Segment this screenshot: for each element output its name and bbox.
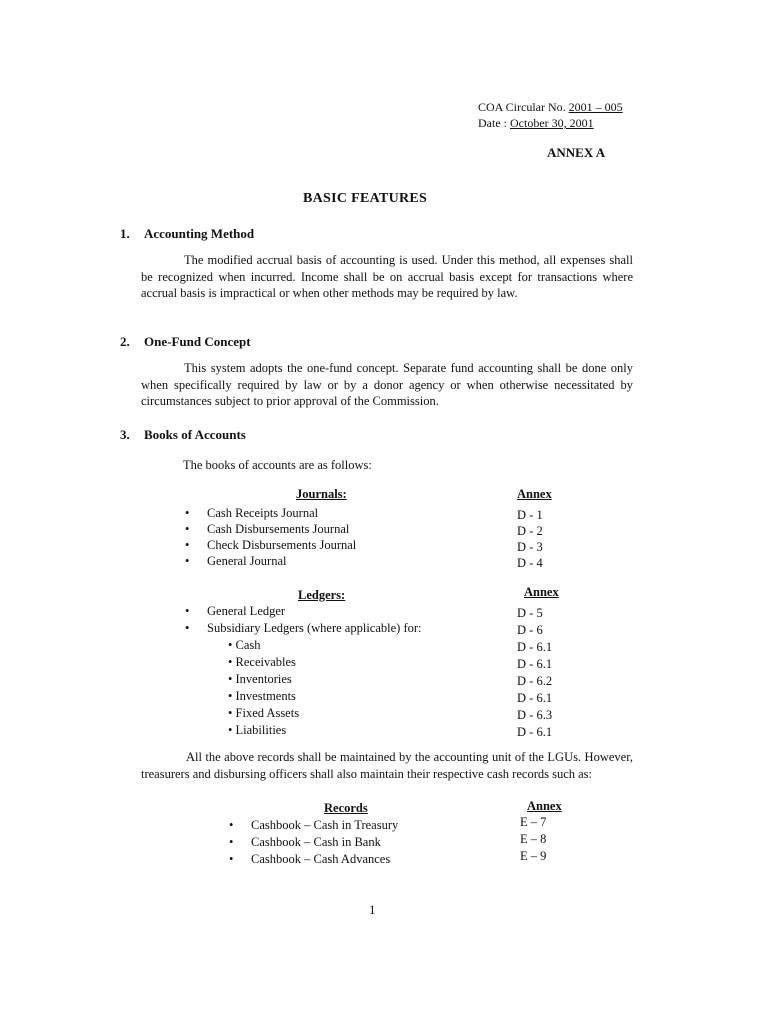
bullet: • <box>185 538 190 552</box>
ledgers-header: Ledgers: <box>298 588 346 602</box>
subledger-annex: D - 6.3 <box>517 708 553 722</box>
bullet: • <box>185 621 190 635</box>
ledger-label: General Ledger <box>207 604 286 618</box>
bullet: • <box>229 835 234 849</box>
subledger-label: Receivables <box>235 655 296 669</box>
circular-date: October 30, 2001 <box>510 116 594 130</box>
bullet: • <box>229 818 234 832</box>
annex-title: ANNEX A <box>547 145 606 160</box>
ledgers-annex-header: Annex <box>524 585 559 599</box>
bullet: • <box>228 672 236 686</box>
record-annex: E – 7 <box>520 815 547 829</box>
record-annex: E – 8 <box>520 832 547 846</box>
bullet: • <box>228 706 236 720</box>
subledger-annex: D - 6.1 <box>517 657 553 671</box>
circular-header <box>478 99 623 131</box>
bullet: • <box>185 506 190 520</box>
section-body-one-fund-concept <box>141 360 633 410</box>
journal-annex: D - 3 <box>517 540 543 554</box>
bullet: • <box>185 604 190 618</box>
section-body-accounting-method <box>141 252 633 302</box>
journal-label: General Journal <box>207 554 287 568</box>
books-intro: The books of accounts are as follows: <box>183 458 372 472</box>
bullet: • <box>185 522 190 536</box>
bullet: • <box>228 655 236 669</box>
journal-annex: D - 4 <box>517 556 543 570</box>
bullet: • <box>228 638 236 652</box>
records-header: Records <box>324 801 368 815</box>
section-title: Books of Accounts <box>144 427 246 442</box>
date-label: Date : <box>478 116 507 130</box>
subledger-label: Inventories <box>235 672 292 686</box>
section-title: One-Fund Concept <box>144 334 251 349</box>
section-title: Accounting Method <box>144 226 255 241</box>
journal-annex: D - 1 <box>517 508 543 522</box>
section-number: 1. <box>120 226 130 241</box>
list-item <box>228 671 292 687</box>
records-annex-header: Annex <box>527 799 562 813</box>
bullet: • <box>185 554 190 568</box>
section-heading-books-of-accounts <box>120 427 246 443</box>
page-title: BASIC FEATURES <box>303 191 428 206</box>
paragraph-text: This system adopts the one-fund concept. Separate fund accounting shall be done only when specifically required by law or by a donor agency or when otherwise necessitated by circumstances subject to prior approval of the Commission. <box>141 361 633 408</box>
list-item <box>185 603 285 619</box>
journal-label: Cash Disbursements Journal <box>207 522 350 536</box>
subledger-annex: D - 6.2 <box>517 674 553 688</box>
date-line <box>478 115 623 131</box>
bullet: • <box>228 723 236 737</box>
ledger-label: Subsidiary Ledgers (where applicable) for: <box>207 621 422 635</box>
record-label: Cashbook – Cash in Treasury <box>251 818 399 832</box>
section-heading-accounting-method <box>120 226 254 242</box>
list-item <box>185 620 422 636</box>
subledger-label: Cash <box>235 638 261 652</box>
record-label: Cashbook – Cash Advances <box>251 852 391 866</box>
circular-label: COA Circular No. <box>478 100 566 114</box>
list-item <box>185 553 286 569</box>
list-item <box>228 654 296 670</box>
subledger-label: Investments <box>235 689 296 703</box>
section-heading-one-fund-concept <box>120 334 251 350</box>
journal-annex: D - 2 <box>517 524 543 538</box>
bullet: • <box>228 689 236 703</box>
list-item <box>229 817 398 833</box>
journal-label: Check Disbursements Journal <box>207 538 357 552</box>
list-item <box>228 637 261 653</box>
list-item <box>229 834 381 850</box>
subledger-label: Fixed Assets <box>235 706 300 720</box>
list-item <box>228 705 299 721</box>
paragraph-text: All the above records shall be maintained by the accounting unit of the LGUs. However, treasurers and disbursing officers shall also maintain their respective cash records such as: <box>141 750 633 781</box>
record-label: Cashbook – Cash in Bank <box>251 835 381 849</box>
section-number: 3. <box>120 427 130 442</box>
paragraph-text: The modified accrual basis of accounting is used. Under this method, all expenses shall be recognized when incurred. Income shall be on accrual basis except for transactions where accrual basis is impractical or when other methods may be required by law. <box>141 253 633 300</box>
list-item <box>185 521 349 537</box>
subledger-annex: D - 6.1 <box>517 691 553 705</box>
section-number: 2. <box>120 334 130 349</box>
list-item <box>185 537 356 553</box>
closing-paragraph <box>141 749 633 783</box>
list-item <box>229 851 390 867</box>
journal-label: Cash Receipts Journal <box>207 506 319 520</box>
list-item <box>228 722 286 738</box>
journals-header: Journals: <box>296 487 347 501</box>
journals-annex-header: Annex <box>517 487 552 501</box>
subledger-label: Liabilities <box>235 723 287 737</box>
page-number: 1 <box>369 902 376 917</box>
list-item <box>228 688 296 704</box>
record-annex: E – 9 <box>520 849 547 863</box>
ledger-annex: D - 6 <box>517 623 543 637</box>
ledger-annex: D - 5 <box>517 606 543 620</box>
circular-number: 2001 – 005 <box>568 100 623 114</box>
bullet: • <box>229 852 234 866</box>
subledger-annex: D - 6.1 <box>517 640 553 654</box>
circular-number-line <box>478 99 623 115</box>
subledger-annex: D - 6.1 <box>517 725 553 739</box>
list-item <box>185 505 318 521</box>
